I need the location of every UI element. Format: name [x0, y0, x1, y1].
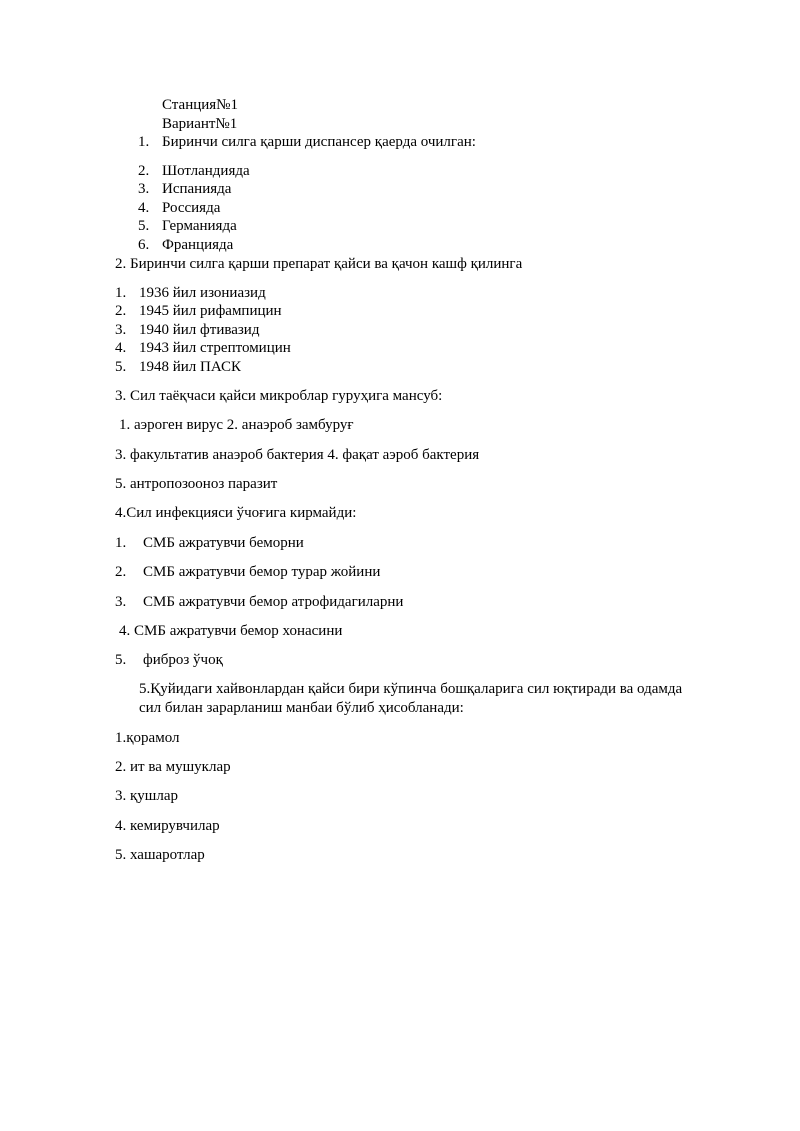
question-5-text: 5.Қуйидаги хайвонлардан қайси бири кўпинча бошқаларига сил юқтиради ва одамда	[139, 681, 683, 697]
question-1-text: Биринчи силга қарши диспансер қаерда очилган:	[162, 134, 476, 150]
list-item: Францияда	[162, 237, 234, 253]
question-2-text: 2. Биринчи силга қарши препарат қайси ва қачон кашф қилинга	[115, 256, 523, 272]
list-item-number: 1.	[115, 285, 127, 301]
list-item-number: 2.	[115, 303, 127, 319]
list-item-number: 3.	[115, 594, 127, 610]
list-item: 2. ит ва мушуклар	[115, 759, 231, 775]
list-item: Германияда	[162, 218, 237, 234]
list-item: 3. қушлар	[115, 788, 178, 804]
list-item: 1948 йил ПАСК	[139, 359, 241, 375]
list-item: 1.қорамол	[115, 730, 180, 746]
list-item: 1936 йил изониазид	[139, 285, 266, 301]
answer-line: 1. аэроген вирус 2. анаэроб замбуруғ	[119, 417, 354, 433]
station-title: Станция№1	[162, 97, 238, 113]
answer-line: 3. факультатив анаэроб бактерия 4. фақат аэроб бактерия	[115, 447, 480, 463]
list-item-number: 3.	[115, 322, 127, 338]
list-item: 1945 йил рифампицин	[139, 303, 282, 319]
list-item: Испанияда	[162, 181, 232, 197]
list-item-number: 6.	[138, 237, 150, 253]
question-5-text-cont: сил билан зарарланиш манбаи бўлиб ҳисобланади:	[139, 700, 464, 716]
list-item: Шотландияда	[162, 163, 250, 179]
list-item-number: 2.	[115, 564, 127, 580]
list-item: 5. хашаротлар	[115, 847, 205, 863]
list-item-number: 5.	[115, 359, 127, 375]
question-4-text: 4.Сил инфекцияси ўчоғига кирмайди:	[115, 505, 357, 521]
list-item: СМБ ажратувчи бемор турар жойини	[143, 564, 381, 580]
variant-title: Вариант№1	[162, 116, 238, 132]
list-item-number: 4.	[115, 340, 127, 356]
answer-line: 5. антропозооноз паразит	[115, 476, 278, 492]
list-item: СМБ ажратувчи бемор атрофидагиларни	[143, 594, 404, 610]
question-3-text: 3. Сил таёқчаси қайси микроблар гуруҳига мансуб:	[115, 388, 443, 404]
list-item: СМБ ажратувчи беморни	[143, 535, 304, 551]
question-1-number: 1.	[138, 134, 150, 150]
list-item-number: 5.	[115, 652, 127, 668]
list-item-number: 3.	[138, 181, 150, 197]
list-item-number: 1.	[115, 535, 127, 551]
list-item: 1943 йил стрептомицин	[139, 340, 291, 356]
list-item: Россияда	[162, 200, 221, 216]
list-item: 4. СМБ ажратувчи бемор хонасини	[119, 623, 343, 639]
list-item-number: 5.	[138, 218, 150, 234]
list-item-number: 2.	[138, 163, 150, 179]
list-item: фиброз ўчоқ	[143, 652, 223, 668]
list-item: 4. кемирувчилар	[115, 818, 220, 834]
list-item-number: 4.	[138, 200, 150, 216]
list-item: 1940 йил фтивазид	[139, 322, 260, 338]
